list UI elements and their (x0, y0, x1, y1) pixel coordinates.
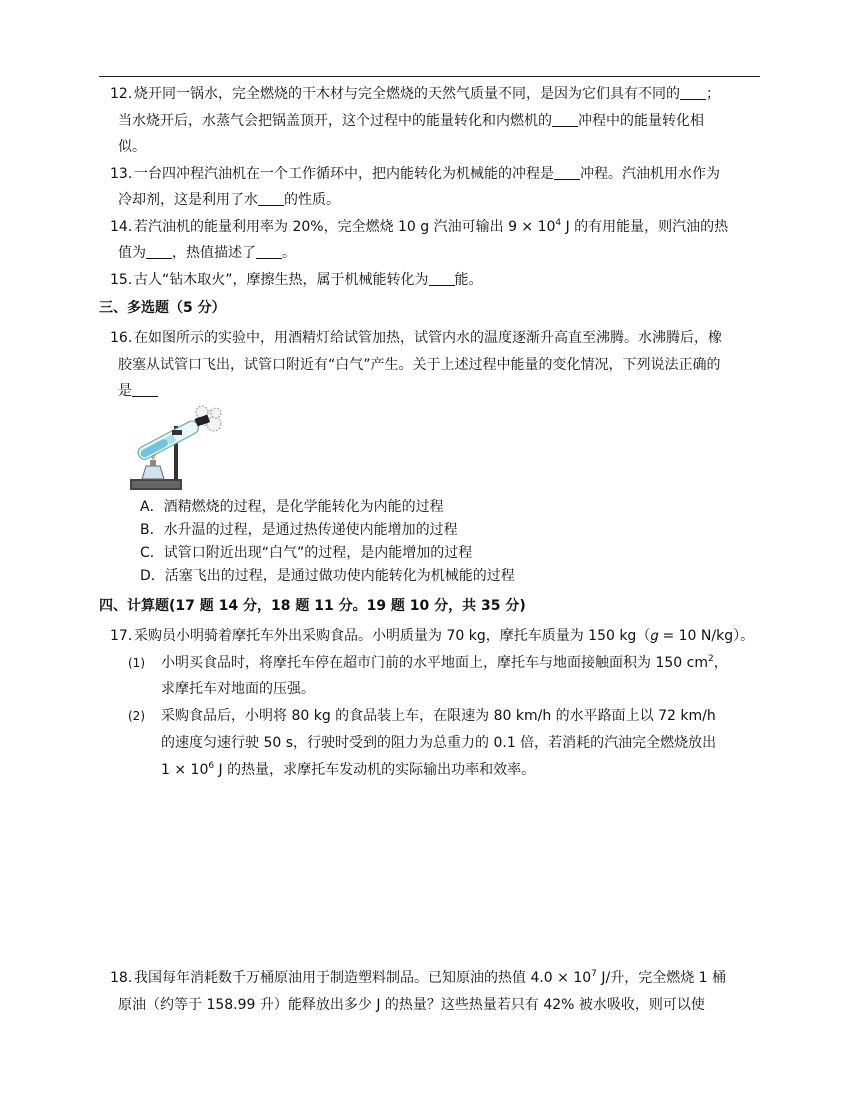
subquestion-label: (1) (128, 656, 145, 670)
answer-blank[interactable] (552, 112, 578, 127)
text: 冲程中的能量转化相 (578, 113, 704, 129)
header-rule (99, 76, 760, 77)
text: 能。 (454, 272, 483, 288)
question-number: 14. (110, 219, 133, 235)
answer-blank[interactable] (680, 85, 706, 100)
answer-blank[interactable] (256, 244, 282, 259)
question-text: 似。 (118, 139, 146, 155)
question-text (118, 190, 340, 210)
text: ，热值描述了 (172, 245, 256, 261)
text: 当水烧开后，水蒸气会把锅盖顶开，这个过程中的能量转化和内燃机的 (118, 113, 552, 129)
exponent: 4 (555, 218, 562, 228)
option-c[interactable]: C．试管口附近出现“白气”的过程，是内能增加的过程 (140, 545, 473, 561)
section-heading: 四、计算题(17 题 14 分，18 题 11 分。19 题 10 分，共 35 分) (99, 598, 526, 614)
text: 冲程。汽油机用水作为 (580, 166, 720, 182)
question-text: 采购员小明骑着摩托车外出采购食品。小明质量为 70 kg，摩托车质量为 150 kg（𝑔 = 10 N/kg）。 (134, 628, 755, 644)
answer-blank[interactable] (146, 244, 172, 259)
answer-blank[interactable] (554, 165, 580, 180)
text: 。 (282, 245, 296, 261)
text: ， (713, 655, 728, 671)
question-number: 18. (110, 970, 133, 986)
text: J/升，完全燃烧 1 桶 (596, 970, 727, 986)
text: 冷却剂，这是利用了水 (118, 192, 258, 208)
text: 我国每年消耗数千万桶原油用于制造塑料制品。已知原油的热值 4.0 × 10 (134, 970, 592, 986)
question-text (118, 111, 704, 131)
question-text: 原油（约等于 158.99 升）能释放出多少 J 的热量？这些热量若只有 42% 被水吸收，则可以使 (118, 997, 705, 1013)
text: J 的有用能量，则汽油的热 (561, 219, 729, 235)
text: 一台四冲程汽油机在一个工作循环中，把内能转化为机械能的冲程是 (134, 166, 554, 182)
question-text: 胶塞从试管口飞出，试管口附近有“白气”产生。关于上述过程中能量的变化情况，下列说法正确的 (118, 357, 721, 373)
question-text (134, 84, 720, 104)
text: 小明买食品时，将摩托车停在超市门前的水平地面上，摩托车与地面接触面积为 150 cm (161, 655, 708, 671)
text: ； (706, 86, 720, 102)
question-text (134, 217, 728, 237)
text: 1 × 10 (161, 762, 209, 778)
question-number: 16. (110, 330, 133, 346)
question-text: 求摩托车对地面的压强。 (161, 681, 315, 697)
question-number: 12. (110, 86, 133, 102)
answer-blank[interactable] (132, 382, 158, 397)
text: 是 (118, 383, 132, 399)
text: 烧开同一锅水，完全燃烧的干木材与完全燃烧的天然气质量不同，是因为它们具有不同的 (134, 86, 680, 102)
question-text (161, 760, 535, 780)
option-a[interactable]: A．酒精燃烧的过程，是化学能转化为内能的过程 (140, 499, 444, 515)
text: J 的热量，求摩托车发动机的实际输出功率和效率。 (214, 762, 536, 778)
exponent: 7 (591, 969, 597, 979)
question-number: 17. (110, 628, 133, 644)
question-number: 15. (110, 272, 133, 288)
question-text (118, 381, 158, 401)
question-text: 采购食品后，小明将 80 kg 的食品装上车，在限速为 80 km/h 的水平路面上以 72 km/h (161, 708, 716, 724)
exponent: 2 (707, 654, 714, 664)
subquestion-label: (2) (128, 709, 145, 723)
question-number: 13. (110, 166, 133, 182)
question-text (134, 164, 720, 184)
exponent: 6 (208, 761, 215, 771)
question-text: 在如图所示的实验中，用酒精灯给试管加热，试管内水的温度逐渐升高直至沸腾。水沸腾后，橡 (134, 330, 722, 346)
question-text (134, 270, 483, 290)
option-d[interactable]: D．活塞飞出的过程，是通过做功使内能转化为机械能的过程 (140, 568, 515, 584)
question-text: 的速度匀速行驶 50 s，行驶时受到的阻力为总重力的 0.1 倍，若消耗的汽油完全燃烧放出 (161, 735, 717, 751)
answer-blank[interactable] (429, 271, 455, 286)
text: 的性质。 (284, 192, 340, 208)
question-text (118, 243, 296, 263)
text: 若汽油机的能量利用率为 20%，完全燃烧 10 g 汽油可输出 9 × 10 (134, 219, 556, 235)
question-text (161, 653, 728, 673)
answer-blank[interactable] (258, 191, 284, 206)
text: 古人“钻木取火”，摩擦生热，属于机械能转化为 (134, 272, 429, 288)
section-heading: 三、多选题（5 分） (99, 300, 226, 316)
option-b[interactable]: B．水升温的过程，是通过热传递使内能增加的过程 (140, 522, 458, 538)
question-text (134, 968, 726, 988)
text: 值为 (118, 245, 146, 261)
test-tube-experiment-figure (128, 404, 224, 494)
